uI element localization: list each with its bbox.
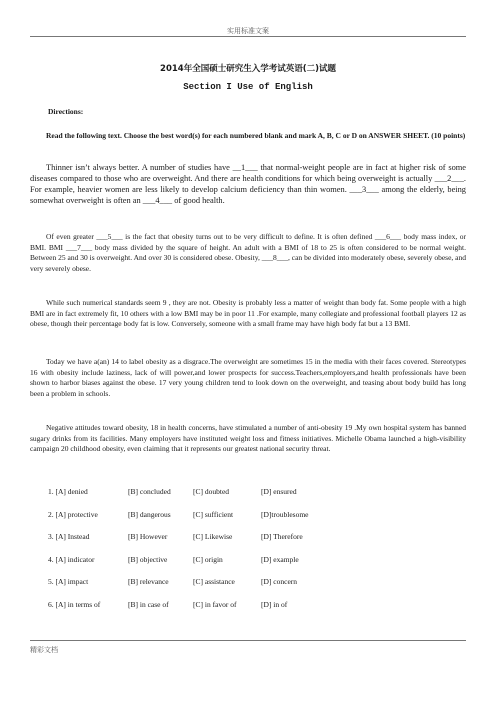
instructions-paragraph: Read the following text. Choose the best word(s) for each numbered blank and mark A, B, C or D on ANSWER SHEET. (10 points) [46, 131, 466, 140]
header-divider [30, 36, 466, 37]
option-d: [D] ensured [261, 487, 297, 496]
option-row-4 [48, 555, 468, 578]
option-c: [C] origin [193, 554, 223, 564]
passage-paragraph-1: Thinner isn’t always better. A number of studies have __1___ that normal-weight people are in fact at higher risk of some diseases compared to those who are overweight. And there are health conditions for which being overweight is actually ___2___. For example, heavier women are less likely to develop calcium deficiency than thin women. ___3___ among the elderly, being somewhat overweight is often an ___4___ of good health. [30, 163, 466, 205]
passage-paragraph-4: Today we have a(an) 14 to label obesity as a disgrace.The overweight are sometimes 15 in the media with their faces covered. Stereotypes 16 with obesity include laziness, lack of will power,and lower prospects for success.Teachers,employers,and health professionals have been shown to harbor biases against the obese. 17 very young children tend to look down on the overweight, and teasing about body build has long been a problem in schools. [30, 357, 466, 398]
option-c: [C] sufficient [193, 509, 234, 519]
option-a: 1. [A] denied [48, 487, 88, 496]
option-b: [B] dangerous [128, 509, 171, 519]
section-heading: Section I Use of English [183, 82, 313, 92]
option-a: 3. [A] Instead [48, 532, 90, 541]
option-d: [D] in of [261, 599, 288, 609]
option-c: [C] Likewise [193, 532, 233, 541]
option-a: 6. [A] in terms of [48, 599, 101, 609]
option-a: 4. [A] indicator [48, 554, 95, 564]
option-c: [C] in favor of [193, 599, 237, 609]
option-b: [B] relevance [128, 577, 169, 586]
option-d: [D] concern [261, 577, 298, 586]
option-b: [B] However [128, 532, 168, 541]
document-title: 2014年全国硕士研究生入学考试英语(二)试题 [160, 64, 336, 74]
footer-divider [30, 640, 466, 641]
option-c: [C] assistance [193, 577, 235, 586]
option-a: 2. [A] protective [48, 509, 98, 519]
page-header-label: 实用标准文案 [227, 27, 269, 35]
option-row-1 [48, 487, 468, 510]
option-b: [B] objective [128, 554, 168, 564]
option-d: [D] Therefore [261, 532, 303, 541]
option-row-6 [48, 600, 468, 623]
option-b: [B] in case of [128, 599, 169, 609]
answer-options [48, 487, 468, 622]
option-a: 5. [A] impact [48, 577, 89, 586]
option-row-3 [48, 532, 468, 555]
option-d: [D] example [261, 554, 299, 564]
directions-label: Directions: [48, 107, 84, 116]
option-c: [C] doubted [193, 487, 230, 496]
option-row-2 [48, 510, 468, 533]
passage-paragraph-5: Negative attitudes toward obesity, 18 in health concerns, have stimulated a number of anti-obesity 19 .My own hospital system has banned sugary drinks from its facilities. Many employers have instituted weight loss and fitness initiatives. Michelle Obama launched a high-visibility campaign 20 childhood obesity, even claiming that it represents our greatest national security threat. [30, 423, 466, 453]
option-row-5 [48, 577, 468, 600]
passage-paragraph-3: While such numerical standards seem 9 , they are not. Obesity is probably less a matter of weight than body fat. Some people with a high BMI are in fact extremely fit, 10 others with a low BMI may be in poor 11 .For example, many collegiate and professional football players 12 as obese, though their percentage body fat is low. Conversely, someone with a small frame may have high body fat but a 13 BMI. [30, 298, 466, 328]
passage-paragraph-2: Of even greater ___5___ is the fact that obesity turns out to be very difficult to define. It is often defined ___6___ body mass index, or BMI. BMI ___7___ body mass divided by the square of height. An adult with a BMI of 18 to 25 is often considered to be normal weight. Between 25 and 30 is overweight. And over 30 is considered obese. Obesity, ___8___, can be divided into moderately obese, severely obese, and very severely obese. [30, 232, 466, 273]
option-d: [D]troublesome [261, 509, 309, 519]
page-footer-label: 精彩文档 [30, 646, 58, 654]
option-b: [B] concluded [128, 487, 171, 496]
